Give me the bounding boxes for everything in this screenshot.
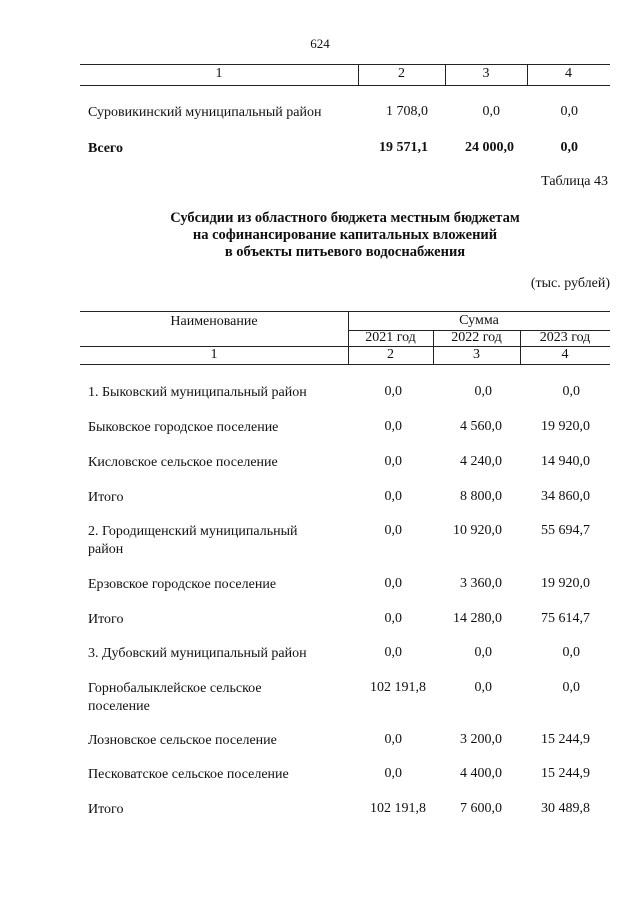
row-value-2023: 0,0 [562, 384, 580, 399]
row-value-2023: 0,0 [562, 645, 580, 660]
row-name: 2. Городищенский муниципальный район [88, 524, 298, 557]
row-name: 1. Быковский муниципальный район [88, 385, 307, 400]
row-name: 3. Дубовский муниципальный район [88, 646, 307, 661]
row-value-2022: 4 560,0 [460, 419, 502, 434]
row-value-2022: 4 400,0 [460, 766, 502, 781]
row-value-2021: 0,0 [384, 766, 402, 781]
row-value-2023: 34 860,0 [541, 489, 590, 504]
row-value-2023: 0,0 [560, 104, 578, 119]
row-value-2021: 102 191,8 [370, 801, 426, 816]
header-border-bottom [80, 364, 610, 365]
row-value-2023: 15 244,9 [541, 766, 590, 781]
row-value-2022: 10 920,0 [453, 523, 502, 538]
header-border-top [80, 311, 610, 312]
row-value-2022: 0,0 [474, 680, 492, 695]
row-value-2021: 0,0 [384, 523, 402, 538]
header-year: 2021 год [365, 330, 416, 345]
row-name: Горнобалыклейское сельское поселение [88, 681, 262, 714]
row-value-2022: 3 360,0 [460, 576, 502, 591]
row-name: Кисловское сельское поселение [88, 455, 278, 470]
row-value-2021: 0,0 [384, 384, 402, 399]
table-title-line: на софинансирование капитальных вложений [192, 227, 498, 243]
row-value-2022: 0,0 [474, 645, 492, 660]
header-col-number: 2 [387, 347, 394, 362]
header-col-number: 1 [210, 347, 218, 362]
row-name: Лозновское сельское поселение [88, 733, 277, 748]
row-value-2022: 8 800,0 [460, 489, 502, 504]
units-label: (тыс. рублей) [530, 276, 610, 291]
row-value-2021: 0,0 [384, 419, 402, 434]
row-name: Песковатское сельское поселение [88, 767, 289, 782]
row-name: Всего [88, 141, 123, 156]
top-table-border-bottom [80, 85, 610, 86]
row-value-2023: 15 244,9 [541, 732, 590, 747]
row-value-2021: 0,0 [384, 489, 402, 504]
row-value-2021: 1 708,0 [386, 104, 428, 119]
row-name: Суровикинский муниципальный район [88, 105, 322, 120]
row-value-2021: 19 571,1 [379, 140, 428, 155]
top-col-number: 4 [565, 66, 572, 81]
header-year: 2023 год [539, 330, 591, 345]
row-name: Ерзовское городское поселение [88, 577, 277, 592]
row-value-2023: 55 694,7 [541, 523, 590, 538]
table-title-line: Субсидии из областного бюджета местным бюджетам [170, 210, 520, 226]
top-table-border-top [80, 64, 610, 65]
row-value-2022: 3 200,0 [460, 732, 502, 747]
top-col-number: 3 [482, 66, 490, 81]
header-col-number: 3 [473, 347, 480, 362]
row-name: Итого [88, 802, 124, 817]
top-col-number: 2 [398, 66, 405, 81]
table-title-line: в объекты питьевого водоснабжения [224, 244, 466, 260]
row-value-2023: 30 489,8 [541, 801, 590, 816]
row-value-2022: 4 240,0 [460, 454, 502, 469]
row-value-2021: 0,0 [384, 576, 402, 591]
row-value-2022: 14 280,0 [453, 611, 502, 626]
row-value-2021: 102 191,8 [370, 680, 426, 695]
header-col-number: 4 [561, 347, 569, 362]
row-value-2023: 14 940,0 [541, 454, 590, 469]
row-value-2021: 0,0 [384, 645, 402, 660]
header-name: Наименование [170, 314, 258, 329]
table-label: Таблица 43 [541, 174, 608, 189]
row-value-2021: 0,0 [384, 454, 402, 469]
row-value-2022: 7 600,0 [460, 801, 502, 816]
row-value-2022: 0,0 [474, 384, 492, 399]
row-value-2021: 0,0 [384, 732, 402, 747]
page-number: 624 [310, 36, 330, 51]
top-col-number: 1 [215, 66, 223, 81]
row-value-2022: 24 000,0 [465, 140, 514, 155]
row-value-2023: 19 920,0 [541, 419, 590, 434]
row-value-2021: 0,0 [384, 611, 402, 626]
row-value-2022: 0,0 [482, 104, 500, 119]
row-name: Быковское городское поселение [88, 420, 279, 435]
header-sum: Сумма [459, 313, 499, 328]
row-value-2023: 75 614,7 [541, 611, 590, 626]
header-year: 2022 год [451, 330, 502, 345]
row-name: Итого [88, 490, 124, 505]
row-value-2023: 0,0 [560, 140, 578, 155]
row-value-2023: 19 920,0 [541, 576, 590, 591]
row-name: Итого [88, 612, 124, 627]
row-value-2023: 0,0 [562, 680, 580, 695]
